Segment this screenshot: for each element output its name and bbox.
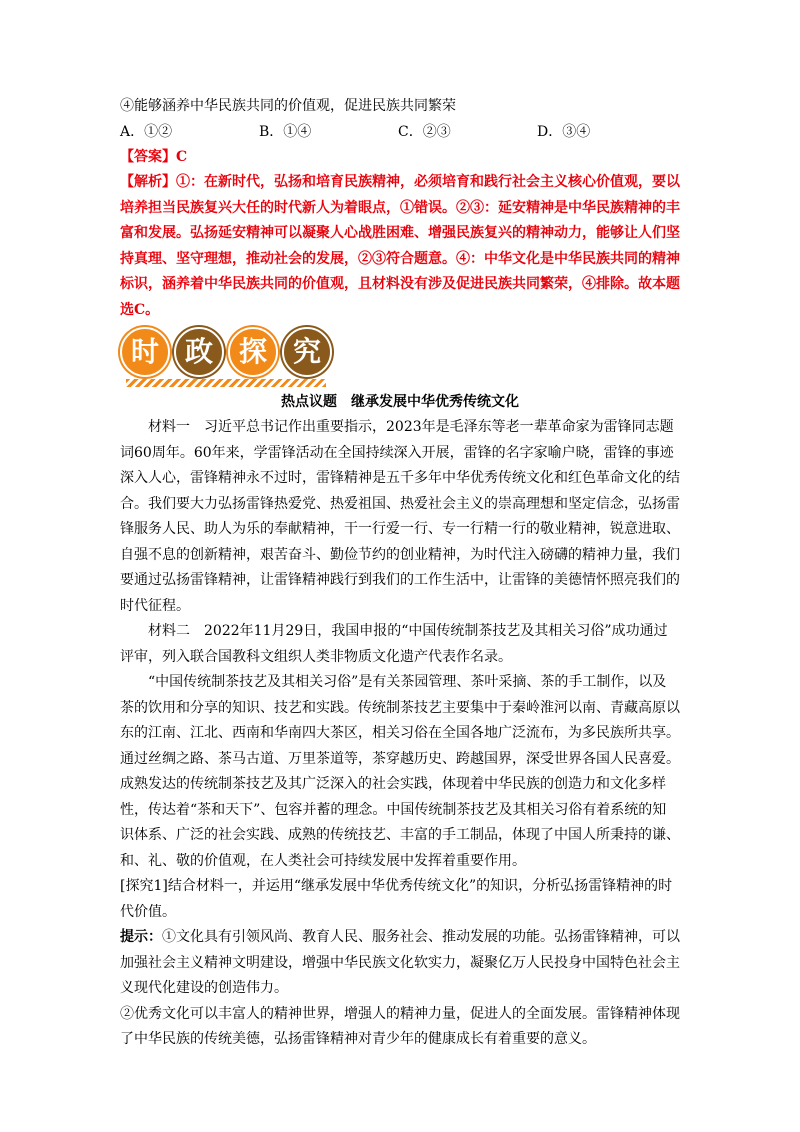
topic-title: 热点议题 继承发展中华优秀传统文化	[281, 394, 519, 410]
choice-d: D．③④	[537, 123, 591, 140]
choice-row	[120, 120, 680, 145]
analysis-label: 【解析】	[120, 174, 176, 190]
answer-label: 【答案】	[120, 148, 176, 165]
option-line-4: ④能够涵养中华民族共同的价值观，促进民族共同繁荣	[120, 98, 456, 114]
material-1: 材料一 习近平总书记作出重要指示，2023年是毛泽东等老一辈革命家为雷锋同志题词60周年。60年来，学雷锋活动在全国持续深入开展，雷锋的名字家喻户晓，雷锋的事迹深入人心，雷锋精神永不过时，雷锋精神是五千多年中华优秀传统文化和红色革命文化的结合。我们要大力弘扬雷锋热爱党、热爱祖国、热爱社会主义的崇高理想和坚定信念，弘扬雷锋服务人民、助人为乐的奉献精神，干一行爱一行、专一行精一行的敬业精神，锐意进取、自强不息的创新精神，艰苦奋斗、勤俭节约的创业精神，为时代注入磅礴的精神力量，我们要通过弘扬雷锋精神，让雷锋精神践行到我们的工作生活中，让雷锋的美德情怀照亮我们的时代征程。	[120, 419, 680, 614]
hint-paragraph-2: ②优秀文化可以丰富人的精神世界，增强人的精神力量，促进人的全面发展。雷锋精神体现了中华民族的传统美德，弘扬雷锋精神对青少年的健康成长有着重要的意义。	[120, 1005, 680, 1047]
answer-line	[120, 145, 680, 171]
material-2: 材料二 2022年11月29日，我国申报的“中国传统制茶技艺及其相关习俗”成功通过评审，列入联合国教科文组织人类非物质文化遗产代表作名录。	[120, 623, 668, 665]
choice-a: A．①②	[120, 123, 173, 140]
banner-stripes	[126, 379, 326, 387]
material-2-detail: “中国传统制茶技艺及其相关习俗”是有关茶园管理、茶叶采摘、茶的手工制作，以及茶的饮用和分享的知识、技艺和实践。传统制茶技艺主要集中于秦岭淮河以南、青藏高原以东的江南、江北、西南和华南四大茶区，相关习俗在全国各地广泛流布，为多民族所共享。通过丝绸之路、茶马古道、万里茶道等，茶穿越历史、跨越国界，深受世界各国人民喜爱。成熟发达的传统制茶技艺及其广泛深入的社会实践，体现着中华民族的创造力和文化多样性，传达着“茶和天下”、包容并蓄的理念。中国传统制茶技艺及其相关习俗有着系统的知识体系、广泛的社会实践、成熟的传统技艺、丰富的手工制品，体现了中国人所秉持的谦、和、礼、敬的价值观，在人类社会可持续发展中发挥着重要作用。	[120, 674, 680, 869]
hint-paragraph-1	[120, 925, 680, 1002]
explore-question-1: [探究1]结合材料一，并运用“继承发展中华优秀传统文化”的知识，分析弘扬雷锋精神的时代价值。	[120, 878, 673, 920]
section-banner	[120, 327, 680, 379]
answer-value: C	[176, 148, 188, 165]
banner-char-1: 时	[120, 327, 170, 377]
hint-label: 提示：	[120, 929, 162, 945]
choice-b: B．①④	[259, 123, 312, 140]
banner-circles	[120, 327, 336, 377]
banner-char-4: 究	[282, 327, 332, 377]
choice-c: C．②③	[398, 123, 451, 140]
analysis-paragraph	[120, 170, 680, 323]
analysis-text: ①：在新时代，弘扬和培育民族精神，必须培育和践行社会主义核心价值观，要以培养担当民族复兴大任的时代新人为着眼点，①错误。②③：延安精神是中华民族精神的丰富和发展。弘扬延安精神可以凝聚人心战胜困难、增强民族复兴的精神动力，能够让人们坚持真理、坚守理想，推动社会的发展，②③符合题意。④：中华文化是中华民族共同的精神标识，涵养着中华民族共同的价值观，且材料没有涉及促进民族共同繁荣，④排除。故本题选C。	[120, 174, 680, 318]
content-column	[120, 94, 680, 1053]
hint-text-1: ①文化具有引领风尚、教育人民、服务社会、推动发展的功能。弘扬雷锋精神，可以加强社会主义精神文明建设，增强中华民族文化软实力，凝聚亿万人民投身中国特色社会主义现代化建设的创造伟力。	[120, 929, 680, 996]
banner-char-3: 探	[228, 327, 278, 377]
banner-char-2: 政	[174, 327, 224, 377]
